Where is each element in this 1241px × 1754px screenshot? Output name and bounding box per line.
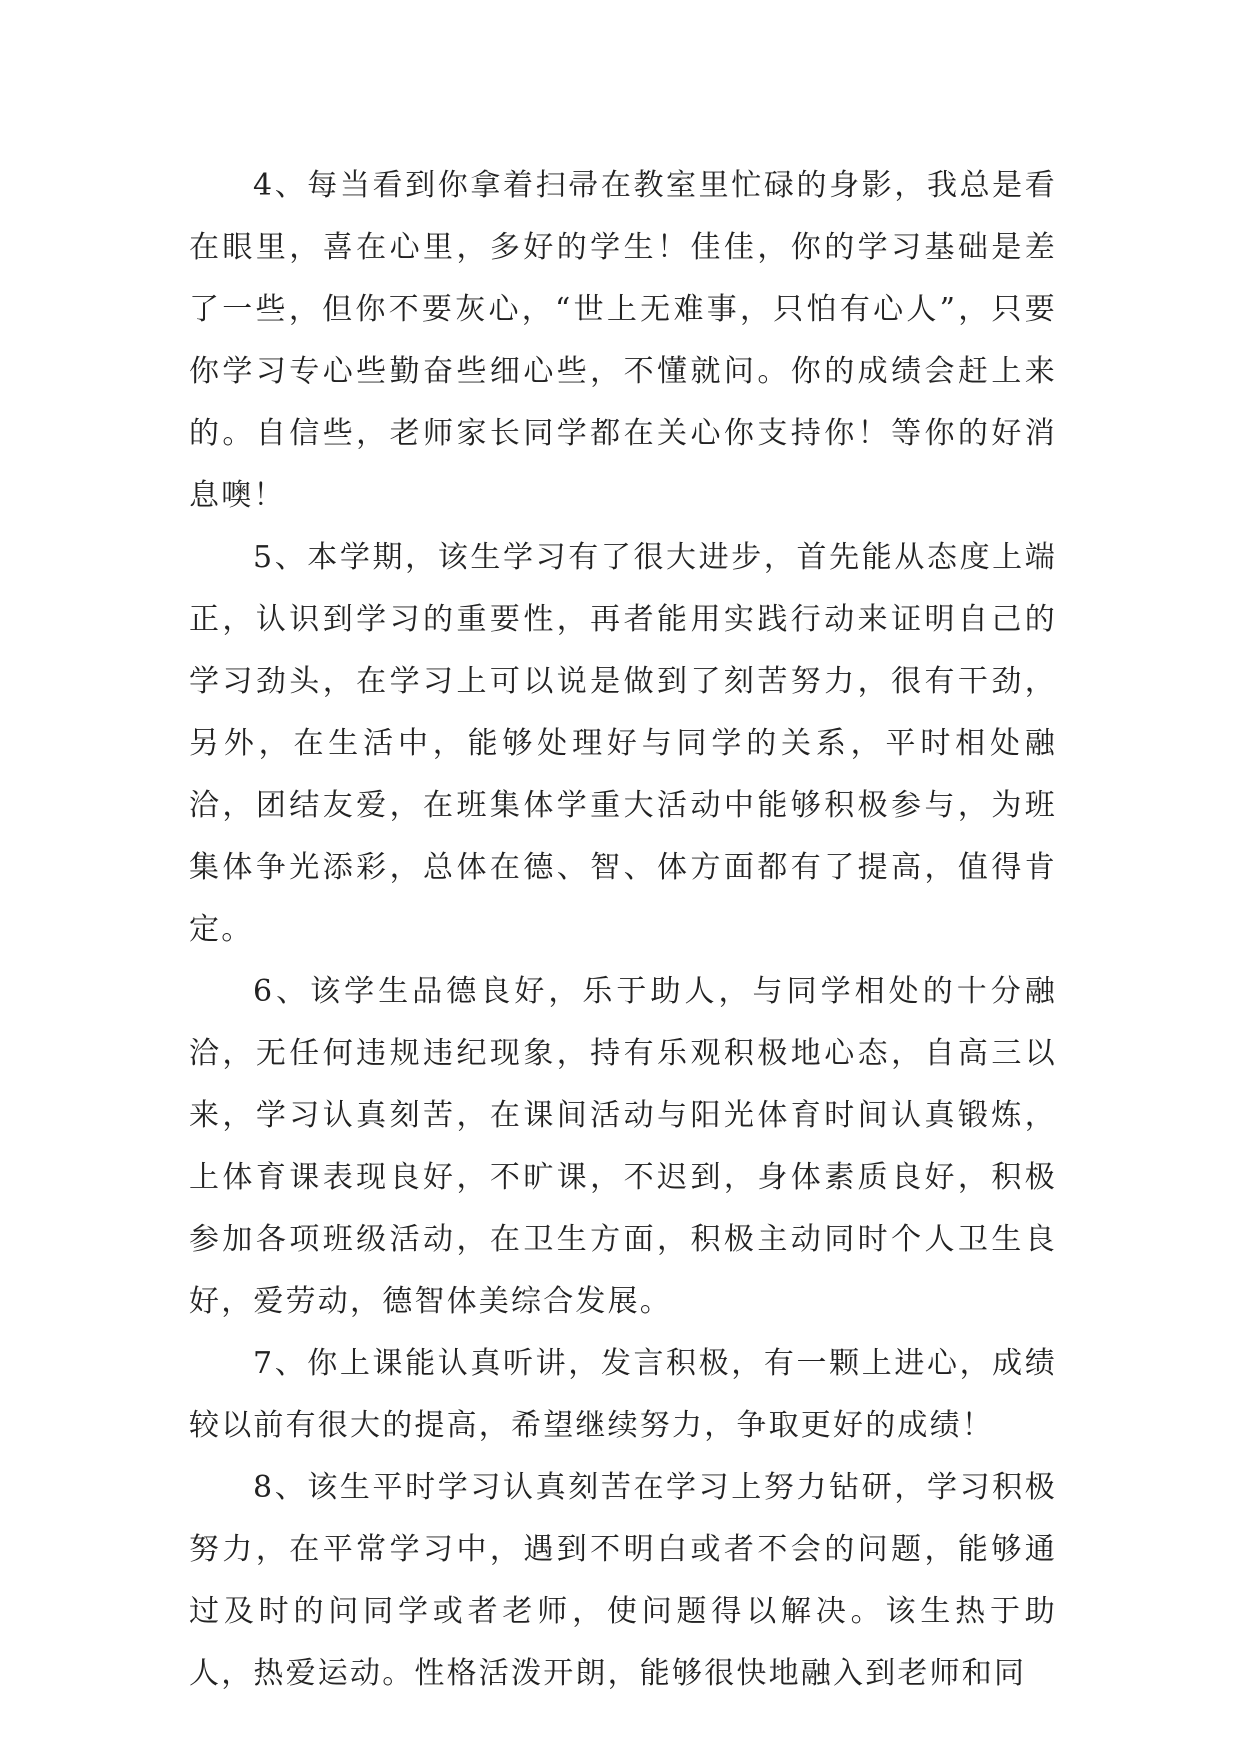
comment-paragraph-5: 5、本学期，该生学习有了很大进步，首先能从态度上端正，认识到学习的重要性，再者能用实践行动来证明自己的学习劲头，在学习上可以说是做到了刻苦努力，很有干劲，另外，在生活中，能够处理好与同学的关系，平时相处融洽，团结友爱，在班集体学重大活动中能够积极参与，为班集体争光添彩，总体在德、智、体方面都有了提高，值得肯定。 xyxy=(189,540,1057,947)
comment-paragraph-6: 6、该学生品德良好，乐于助人，与同学相处的十分融洽，无任何违规违纪现象，持有乐观积极地心态，自高三以来，学习认真刻苦，在课间活动与阳光体育时间认真锻炼，上体育课表现良好，不旷课，不迟到，身体素质良好，积极参加各项班级活动，在卫生方面，积极主动同时个人卫生良好，爱劳动，德智体美综合发展。 xyxy=(189,974,1057,1319)
comment-paragraph-8: 8、该生平时学习认真刻苦在学习上努力钻研，学习积极努力，在平常学习中，遇到不明白或者不会的问题，能够通过及时的问同学或者老师，使问题得以解决。该生热于助人，热爱运动。性格活泼开朗，能够很快地融入到老师和同 xyxy=(189,1470,1057,1691)
comment-paragraph-7: 7、你上课能认真听讲，发言积极，有一颗上进心，成绩较以前有很大的提高，希望继续努力，争取更好的成绩！ xyxy=(189,1346,1057,1443)
comment-paragraph-4: 4、每当看到你拿着扫帚在教室里忙碌的身影，我总是看在眼里，喜在心里，多好的学生！佳佳，你的学习基础是差了一些，但你不要灰心，“世上无难事，只怕有心人”，只要你学习专心些勤奋些细心些，不懂就问。你的成绩会赶上来的。自信些，老师家长同学都在关心你支持你！等你的好消息噢！ xyxy=(189,168,1057,513)
document-body xyxy=(189,155,1057,1705)
